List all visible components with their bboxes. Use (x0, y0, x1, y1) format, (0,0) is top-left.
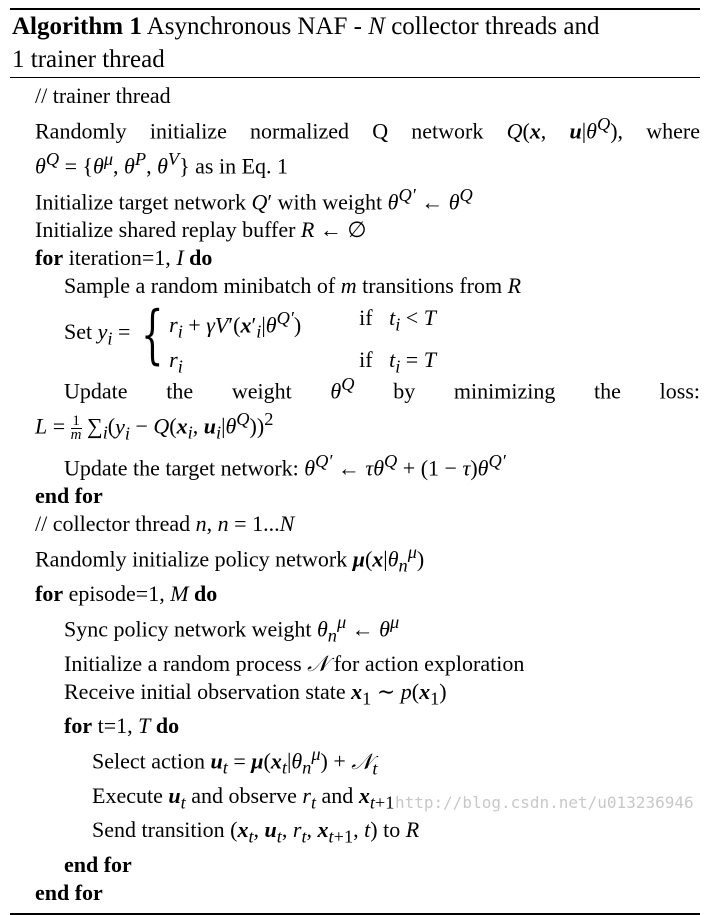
caption-title-line1: Asynchronous NAF - N collector threads and (146, 13, 600, 40)
end-for-t: end for (64, 851, 132, 877)
sample-minibatch: Sample a random minibatch of m transitions from R (64, 272, 522, 298)
algorithm-caption (10, 10, 700, 77)
caption-title-line2: 1 trainer thread (12, 46, 165, 73)
algorithm-box (10, 8, 700, 915)
init-q-network: Randomly initialize normalized Q network Q(x, $u|\theta^Q$), where (35, 114, 700, 144)
left-brace: { (141, 297, 164, 372)
end-for-episode: end for (35, 879, 103, 905)
init-replay-buffer: Initialize shared replay buffer R ← ∅ (35, 216, 367, 242)
for-t: for t=1, T do (64, 713, 180, 739)
update-target: Update the target network: $\theta^{Q'}$ ← $\tau\theta^Q + (1 - \tau)\theta^{Q'}$ (64, 451, 506, 481)
caption-label: Algorithm 1 (12, 13, 142, 40)
init-target-network: Initialize target network Q′ with weight $\theta^{Q'}$ ← $\theta^Q$ (35, 184, 473, 214)
end-for-iteration: end for (35, 483, 103, 509)
for-episode: for episode=1, M do (35, 581, 218, 607)
for-iteration: for iteration=1, I do (35, 244, 213, 270)
watermark: http://blog.csdn.net/u013236946 (395, 793, 694, 812)
init-random-process: Initialize a random process 𝒩 for action exploration (64, 650, 525, 676)
comment-trainer: // trainer thread (35, 83, 171, 108)
sync-policy: Sync policy network weight $\theta_n^\mu$ ← $\theta^\mu$ (64, 612, 400, 646)
set-target-cases: Set $y_i$ = { $r_i + \gamma V'(x'_i|\theta^{Q'})$ if $t_i < T$ $r_i$ if $t_i = T$ (64, 297, 436, 377)
algorithm-body (10, 78, 700, 907)
loss-formula: L = $\frac{1}{m}$ $\sum_i(y_i - Q(x_i$, $u_i|\theta^Q))^2$ (35, 409, 274, 444)
bottom-rule (10, 913, 700, 915)
receive-observation: Receive initial observation state $x_1$ ∼ $p(x_1)$ (64, 678, 447, 709)
theta-def: $\theta^Q = \{\theta^\mu$, $\theta^P$, $\theta^V$} as in Eq. 1 (35, 149, 289, 179)
send-transition: Send transition ($x_t$, $u_t$, $r_t$, $x_{t+1}$, t) to R (92, 817, 420, 847)
execute-action: Execute $u_t$ and observe $r_t$ and $x_{t+1}$ (92, 782, 395, 813)
comment-collector: // collector thread n, n = 1...N (35, 511, 295, 537)
init-policy-network: Randomly initialize policy network $\mu(x|\theta_n^\mu)$ (35, 542, 425, 577)
select-action: Select action $u_t = \mu(x_t|\theta_n^\mu)$ + 𝒩$_t$ (92, 744, 378, 778)
update-weight: Update the weight $\theta^Q$ by minimizing the loss: (64, 373, 700, 404)
